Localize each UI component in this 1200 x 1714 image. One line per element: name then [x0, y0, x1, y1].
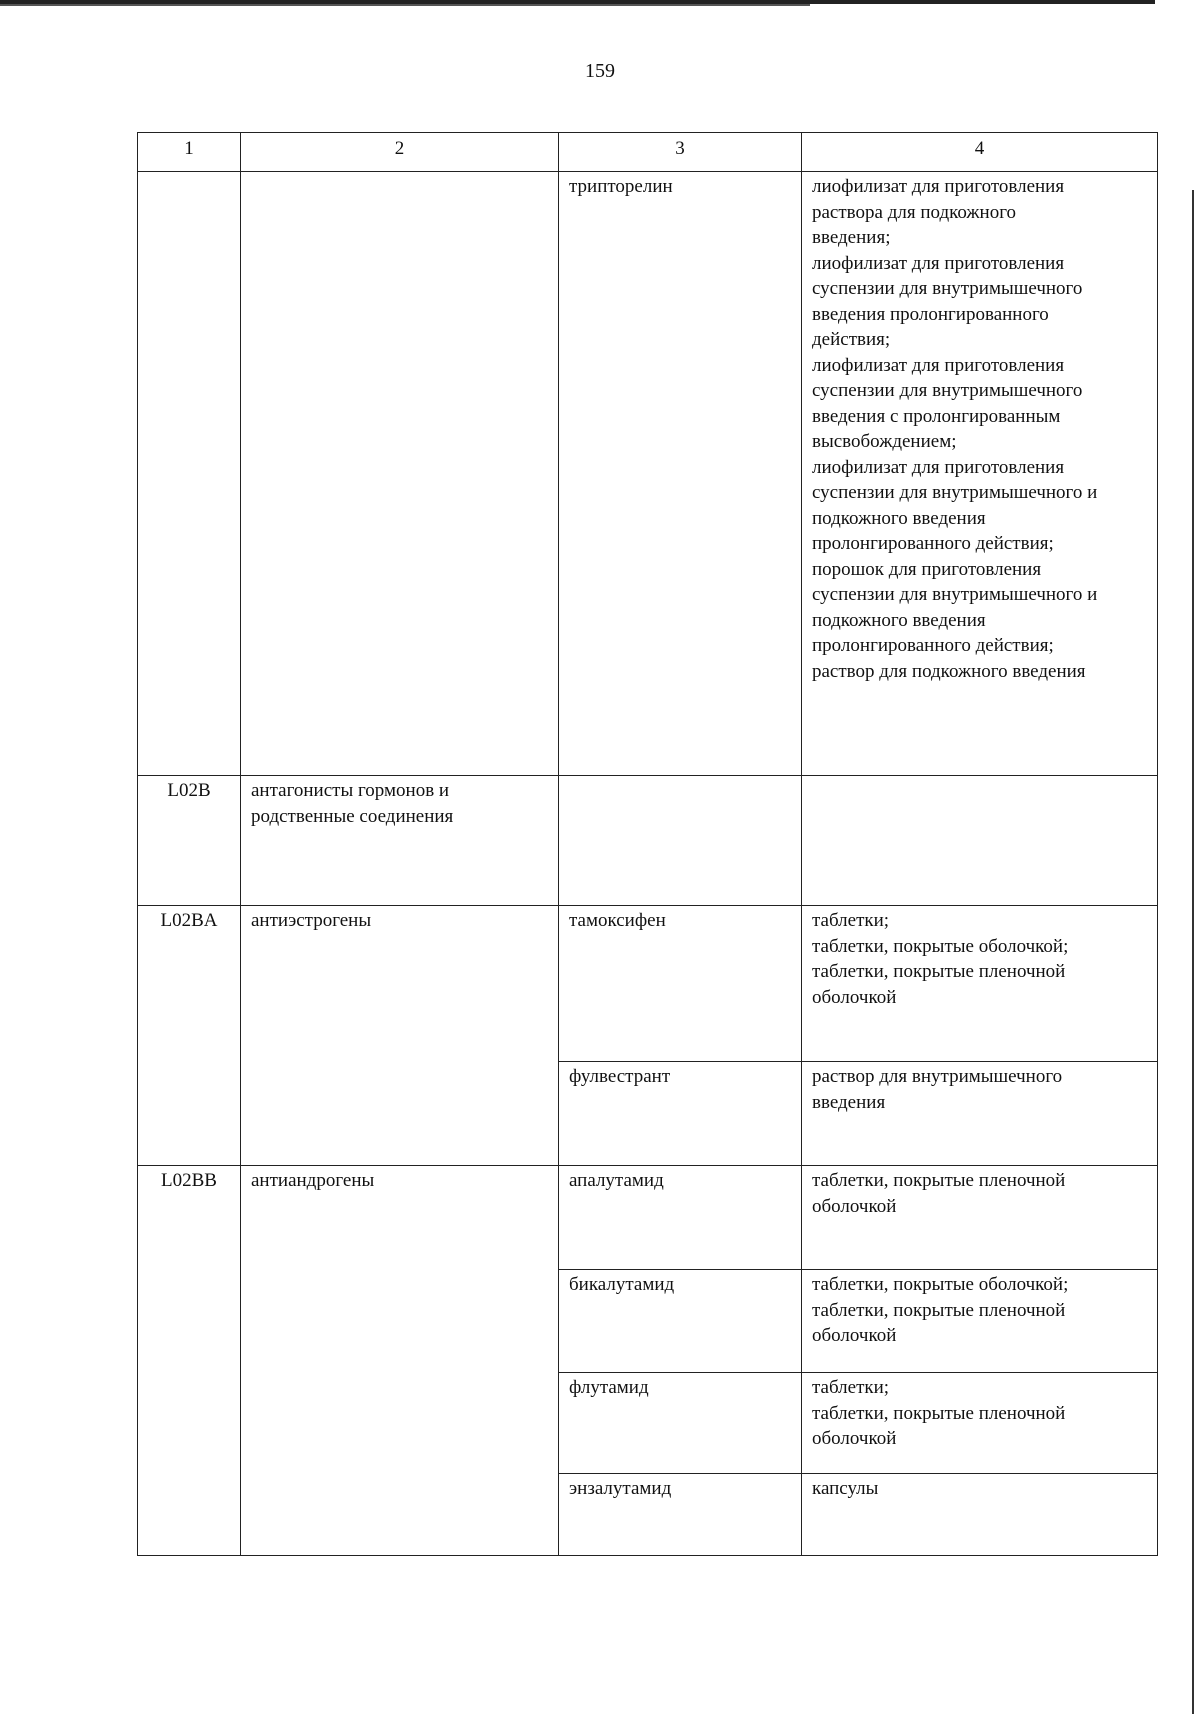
- drug-name-cell: флутамид: [559, 1373, 802, 1474]
- atc-code-cell: L02BA: [138, 906, 241, 1166]
- dosage-forms-cell: [802, 1474, 1158, 1556]
- atc-group-line: антагонисты гормонов и: [251, 780, 450, 801]
- drug-name-cell: [559, 776, 802, 906]
- dosage-form-line: пролонгированного действия;: [812, 533, 1054, 554]
- dosage-form-line: суспензии для внутримышечного и: [812, 584, 1098, 605]
- dosage-form-line: подкожного введения: [812, 609, 986, 631]
- table-row-triptorelin: [138, 172, 1158, 776]
- scan-edge-right: [1192, 190, 1194, 1714]
- drug-table: [137, 132, 1158, 1556]
- atc-group-cell: антиэстрогены: [241, 906, 559, 1166]
- dosage-form-line: оболочкой: [812, 1428, 897, 1449]
- dosage-form-line: введения с пролонгированным: [812, 405, 1061, 427]
- dosage-forms-cell: [802, 172, 1158, 776]
- header-col-1: 1: [138, 133, 241, 172]
- header-col-3: 3: [559, 133, 802, 172]
- page-number-text: 159: [585, 60, 615, 82]
- table-row-l02b: [138, 776, 1158, 906]
- dosage-form-line: введения;: [812, 227, 891, 248]
- dosage-form-line: лиофилизат для приготовления: [812, 354, 1065, 376]
- dosage-form-line: введения: [812, 1091, 886, 1113]
- dosage-form-line: таблетки;: [812, 1377, 890, 1398]
- header-col-4: 4: [802, 133, 1158, 172]
- drug-name-cell: бикалутамид: [559, 1270, 802, 1373]
- dosage-form-line: оболочкой: [812, 986, 897, 1008]
- drug-name-cell: энзалутамид: [559, 1474, 802, 1556]
- dosage-form-line: суспензии для внутримышечного и: [812, 482, 1098, 503]
- dosage-form-line: оболочкой: [812, 1325, 897, 1346]
- scan-edge-top-secondary: [0, 4, 810, 6]
- drug-name-cell: [559, 172, 802, 776]
- dosage-form-line: капсулы: [812, 1478, 879, 1499]
- dosage-form-line: порошок для приготовления: [812, 558, 1042, 580]
- dosage-form-line: таблетки, покрытые оболочкой;: [812, 935, 1069, 957]
- header-col-2: 2: [241, 133, 559, 172]
- dosage-form-line: таблетки, покрытые пленочной: [812, 961, 1066, 982]
- dosage-form-line: суспензии для внутримышечного: [812, 380, 1083, 401]
- dosage-form-line: действия;: [812, 329, 891, 350]
- dosage-forms-cell: [802, 906, 1158, 1062]
- dosage-forms-cell: [802, 1270, 1158, 1373]
- dosage-form-line: раствор для подкожного введения: [812, 660, 1086, 682]
- dosage-form-line: таблетки, покрытые пленочной: [812, 1299, 1066, 1321]
- page-number: [0, 60, 1200, 83]
- dosage-forms-cell: [802, 1166, 1158, 1270]
- atc-code-cell: L02BB: [138, 1166, 241, 1556]
- dosage-form-line: пролонгированного действия;: [812, 635, 1054, 656]
- atc-group-line: родственные соединения: [251, 805, 454, 827]
- dosage-form-line: оболочкой: [812, 1195, 897, 1217]
- dosage-form-line: подкожного введения: [812, 507, 986, 529]
- drug-name-cell: фулвестрант: [559, 1062, 802, 1166]
- table-row-apalutamide: [138, 1166, 1158, 1270]
- dosage-form-line: таблетки, покрытые пленочной: [812, 1402, 1066, 1424]
- dosage-form-line: высвобождением;: [812, 431, 957, 452]
- drug-name-cell: апалутамид: [559, 1166, 802, 1270]
- dosage-form-line: таблетки;: [812, 910, 890, 931]
- dosage-form-line: лиофилизат для приготовления: [812, 176, 1065, 197]
- table-row-tamoxifen: [138, 906, 1158, 1062]
- dosage-form-line: таблетки, покрытые пленочной: [812, 1170, 1066, 1191]
- dosage-form-line: лиофилизат для приготовления: [812, 456, 1065, 478]
- atc-group-cell: антиандрогены: [241, 1166, 559, 1556]
- dosage-form-line: таблетки, покрытые оболочкой;: [812, 1274, 1069, 1295]
- dosage-forms-cell: [802, 1373, 1158, 1474]
- dosage-forms-cell: [802, 1062, 1158, 1166]
- dosage-forms-cell: [802, 776, 1158, 906]
- dosage-form-line: лиофилизат для приготовления: [812, 252, 1065, 274]
- atc-group-cell: [241, 172, 559, 776]
- drug-name: трипторелин: [569, 176, 673, 197]
- dosage-form-line: введения пролонгированного: [812, 303, 1049, 325]
- atc-code-cell: [138, 172, 241, 776]
- dosage-form-line: раствор для внутримышечного: [812, 1066, 1063, 1087]
- atc-group-cell: [241, 776, 559, 906]
- table-header-row: [138, 133, 1158, 172]
- dosage-form-line: суспензии для внутримышечного: [812, 278, 1083, 299]
- atc-code-cell: L02B: [138, 776, 241, 906]
- drug-name-cell: тамоксифен: [559, 906, 802, 1062]
- dosage-form-line: раствора для подкожного: [812, 201, 1017, 223]
